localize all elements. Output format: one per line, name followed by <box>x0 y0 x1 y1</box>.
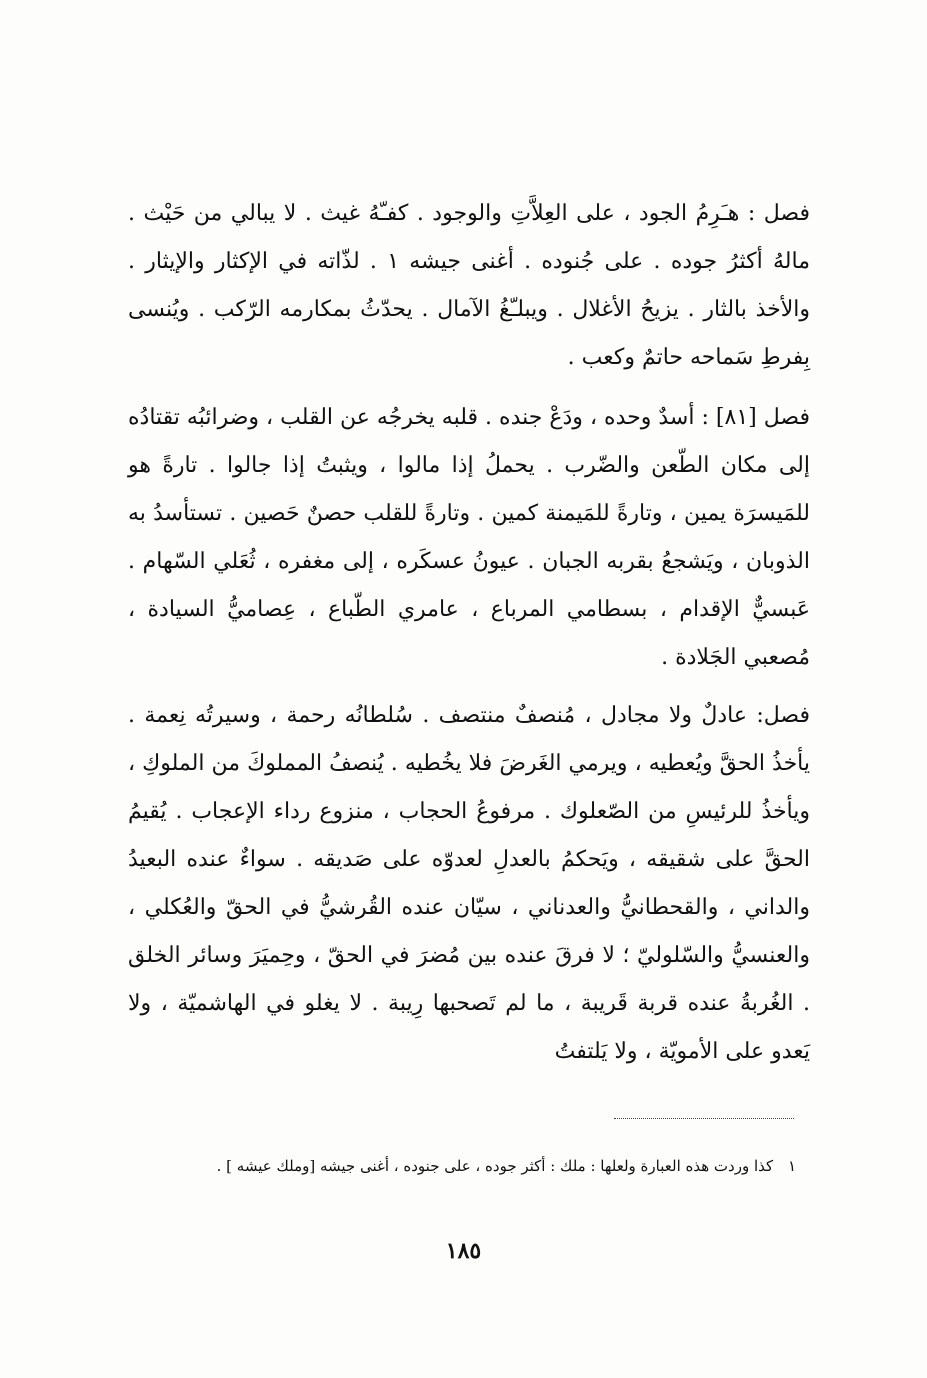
footnote-text: كذا وردت هذه العبارة ولعلها : ملك : أكثر جوده ، على جنوده ، أغنى جيشه [وملك عيشه ] . <box>216 1157 774 1175</box>
footnote-divider <box>614 1118 794 1119</box>
footnote-number: ١ <box>787 1157 796 1175</box>
footnote <box>128 1150 796 1182</box>
paragraph: فصل [٨١] : أسدٌ وحده ، ودَعْ جنده . قلبه يخرجُه عن القلب ، وضرائبُه تقتادُه إلى مكان الطّعن والضّرب . يحملُ إذا مالوا ، ويثبتُ إذا جالوا . تارةً هو للمَيسرَة يمين ، وتارةً للمَيمنة كمين . وتارةً للقلب حصنٌ حَصين . تستأسدُ به الذوبان ، ويَشجعُ بقربه الجبان . عيونُ عسكَره ، إلى مغفره ، ثُعَلي السّهام . عَبسيٌّ الإقدام ، بسطامي المرباع ، عامري الطّباع ، عِصاميُّ السيادة ، مُصعبي الجَلادة . <box>128 405 810 670</box>
paragraph: فصل : هـَرِمُ الجود ، على العِلاَّتِ والوجود . كفـّهُ غيث . لا يبالي من حَيْث . مالهُ أكثرُ جوده . على جُنوده . أغنى جيشه ١ . لذّاته في الإكثار والإيثار . والأخذ بالثار . يزيحُ الأغلال . ويبلـّغُ الآمال . يحدّثُ بمكارمه الرّكب . ويُنسى بِفرطِ سَماحه حاتمٌ وكعب . <box>128 201 810 370</box>
paragraph: فصل: عادلٌ ولا مجادل ، مُنصفٌ منتصف . سُلطانُه رحمة ، وسيرتُه نِعمة . يأخذُ الحقَّ ويُعطيه ، ويرمي الغَرضَ فلا يخُطيه . يُنصفُ المملوكَ من الملوكِ ، ويأخذُ للرئيسِ من الصّعلوك . مرفوعُ الحجاب ، منزوع رداء الإعجاب . يُقيمُ الحقَّ على شقيقه ، ويَحكمُ بالعدلِ لعدوّه على صَديقه . سواءٌ عنده البعيدُ والداني ، والقحطانيُّ والعدناني ، سيّان عنده القُرشيُّ في الحقّ والعُكلي ، والعنسيُّ والسّلوليّ ؛ لا فرقَ عنده بين مُضرَ في الحقّ ، وحِميَرَ وسائر الخلق . الغُربةُ عنده قربة قَريبة ، ما لم تَصحبها رِيبة . لا يغلو في الهاشميّة ، ولا يَعدو على الأمويّة ، ولا يَلتفتُ <box>128 703 810 1064</box>
page-number: ١٨٥ <box>445 1238 482 1264</box>
